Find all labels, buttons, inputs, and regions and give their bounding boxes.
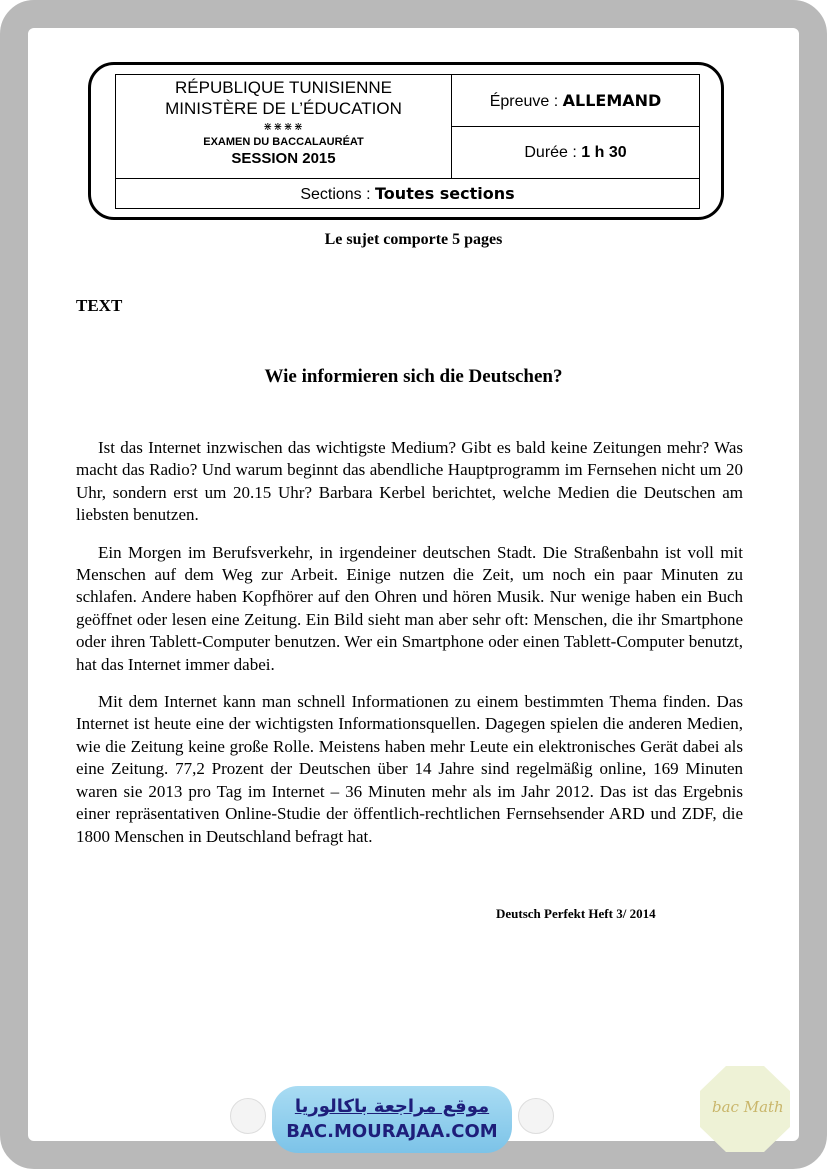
header-institution-cell: [116, 75, 452, 179]
sections-label: Sections :: [300, 185, 376, 203]
epreuve-value: ALLEMAND: [562, 90, 662, 110]
document-title: Wie informieren sich die Deutschen?: [264, 366, 563, 387]
republic-label: RÉPUBLIQUE TUNISIENNE: [175, 78, 392, 97]
exam-label: EXAMEN DU BACCALAURÉAT: [203, 136, 364, 148]
paragraph-2: Ein Morgen im Berufsverkehr, in irgendeiner deutschen Stadt. Die Straßenbahn ist voll mit Menschen auf dem Weg zur Arbeit. Einige nutzen die Zeit, um noch ein paar Minuten zu schlafen. Andere haben Kopfhörer auf den Ohren und hören Musik. Nur wenige haben ein Buch geöffnet oder lesen eine Zeitung. Ein Bild sieht man aber sehr oft: Menschen, die ihr Smartphone oder ihren Tablett-Computer benutzen. Wer ein Smartphone oder einen Tablett-Computer benutzt, hat das Internet immer dabei.: [76, 542, 743, 674]
text-label: TEXT: [76, 296, 123, 315]
site-banner[interactable]: [272, 1086, 512, 1153]
pages-note: Le sujet comporte 5 pages: [324, 231, 503, 248]
body-text: [76, 437, 743, 863]
banner-url[interactable]: BAC.MOURAJAA.COM: [286, 1121, 498, 1142]
epreuve-label: Épreuve :: [489, 92, 563, 110]
ministry-label: MINISTÈRE DE L’ÉDUCATION: [165, 99, 402, 118]
session-label: SESSION 2015: [231, 150, 336, 167]
ornament: ⋇⋇⋇⋇: [263, 121, 304, 133]
duree-cell: [452, 127, 700, 179]
book-logo-icon: [230, 1098, 266, 1134]
book-logo-icon: [518, 1098, 554, 1134]
duree-value: 1 h 30: [581, 143, 627, 161]
duree-label: Durée :: [524, 143, 582, 161]
epreuve-cell: [452, 75, 700, 127]
paragraph-1: Ist das Internet inzwischen das wichtigste Medium? Gibt es bald keine Zeitungen mehr? Was macht das Radio? Und warum beginnt das abendliche Hauptprogramm im Fernsehen nicht um 20 Uhr, sondern erst um 20.15 Uhr? Barbara Kerbel berichtet, welche Medien die Deutschen am liebsten benutzen.: [76, 438, 743, 525]
sections-value: Toutes sections: [375, 183, 515, 203]
header-table: [115, 74, 700, 209]
paragraph-3: Mit dem Internet kann man schnell Informationen zu einem bestimmten Thema finden. Das Internet ist heute eine der wichtigsten Informationsquellen. Dagegen spielen die anderen Medien, wie die Zeitung keine große Rolle. Meistens haben mehr Leute ein elektronisches Gerät dabei als eine Zeitung. 77,2 Prozent der Deutschen über 14 Jahre sind regelmäßig online, 169 Minuten waren sie 2013 pro Tag im Internet – 36 Minuten mehr als im Jahr 2012. Das ist das Ergebnis einer repräsentativen Online-Studie der öffentlich-rechtlichen Fernsehsender ARD und ZDF, die 1800 Menschen in Deutschland befragt hat.: [76, 692, 743, 846]
source-citation: Deutsch Perfekt Heft 3/ 2014: [496, 906, 656, 921]
bac-math-watermark: bac Math: [712, 1098, 784, 1116]
banner-arabic-text[interactable]: موقع مراجعة باكالوريا: [294, 1096, 490, 1117]
sections-cell: [116, 179, 700, 209]
